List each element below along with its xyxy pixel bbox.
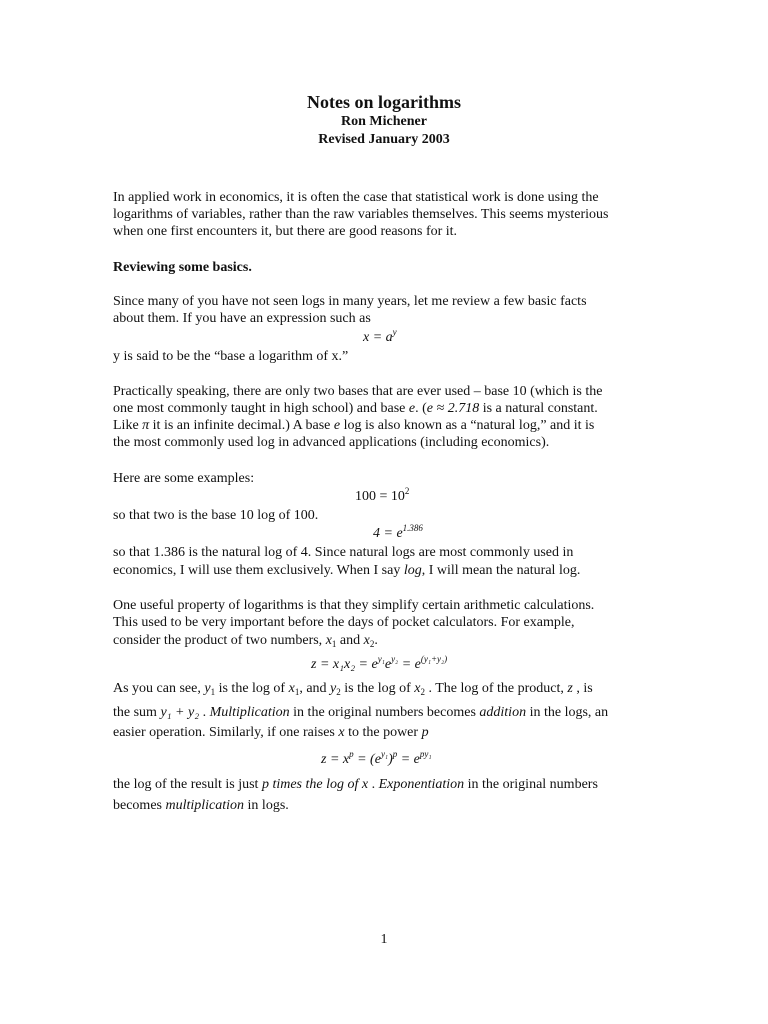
text-line: consider the product of two numbers, $x_1$ and $x_2$.: [113, 633, 378, 649]
revision-date: Revised January 2003: [318, 132, 450, 147]
text-line: the most commonly used log in advanced applications (including economics).: [113, 435, 550, 450]
equation-100-equals-10-squared: $100 = 10^2$: [355, 486, 410, 504]
author-name: Ron Michener: [341, 114, 427, 129]
text-line: y is said to be the “base a logarithm of x.”: [113, 349, 349, 364]
text-line: As you can see, $y_1$ is the log of $x_1$, and $y_2$ is the log of $x_2$ . The log of the product, z , is: [113, 681, 593, 697]
section-heading: Reviewing some basics.: [113, 260, 252, 275]
text-line: about them. If you have an expression such as: [113, 311, 371, 326]
equation-product-z: $z = x_1x_2 = e^{y_1}e^{y_2} = e^{(y_1+y_2)}$: [311, 654, 448, 672]
equation-4-equals-e-power: $4 = e^{1.386}$: [373, 523, 423, 541]
text-line: easier operation. Similarly, if one raises x to the power p: [113, 725, 429, 740]
text-line: Like π it is an infinite decimal.) A base e log is also known as a “natural log,” and it is: [113, 418, 595, 433]
text-line: This used to be very important before the days of pocket calculators. For example,: [113, 615, 575, 630]
text-line: logarithms of variables, rather than the raw variables themselves. This seems mysterious: [113, 207, 609, 222]
page-number: 1: [380, 932, 388, 947]
equation-x-equals-a-to-y: $x = a^y$: [363, 327, 397, 345]
text-line: when one first encounters it, but there are good reasons for it.: [113, 224, 458, 239]
text-line: economics, I will use them exclusively. When I say log, I will mean the natural log.: [113, 563, 581, 578]
equation-power-z: $z = x^p = (e^{y_1})^p = e^{py_1}$: [321, 749, 432, 767]
text-line: the sum y₁ + y₂ . Multiplication in the original numbers becomes addition in the logs, an: [113, 705, 609, 720]
text-line: becomes multiplication in logs.: [113, 798, 289, 813]
text-line: Since many of you have not seen logs in many years, let me review a few basic facts: [113, 294, 587, 309]
text-line: the log of the result is just p times the log of x . Exponentiation in the original numbers: [113, 777, 598, 792]
text-line: In applied work in economics, it is often the case that statistical work is done using the: [113, 190, 599, 205]
text-line: One useful property of logarithms is that they simplify certain arithmetic calculations.: [113, 598, 595, 613]
text-line: so that 1.386 is the natural log of 4. Since natural logs are most commonly used in: [113, 545, 574, 560]
document-title: Notes on logarithms: [307, 92, 461, 112]
text-line: Practically speaking, there are only two bases that are ever used – base 10 (which is the: [113, 384, 603, 399]
text-line: so that two is the base 10 log of 100.: [113, 508, 319, 523]
text-line: Here are some examples:: [113, 471, 255, 486]
text-line: one most commonly taught in high school) and base e. (e ≈ 2.718 is a natural constant.: [113, 401, 598, 416]
